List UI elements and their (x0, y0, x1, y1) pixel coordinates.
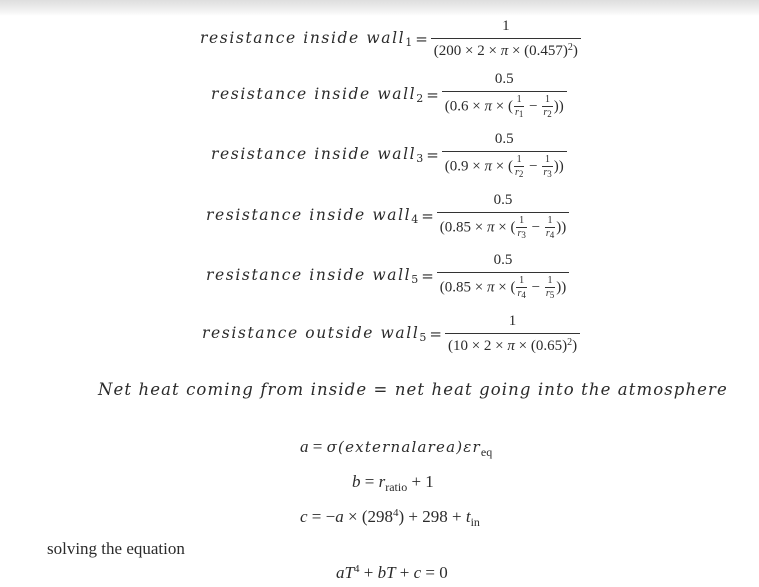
equation-resistance-inside-wall-1 (200, 18, 581, 60)
equation-lhs: resistance inside wall$_1$ (200, 29, 413, 49)
top-bar (0, 0, 759, 16)
fraction (431, 18, 581, 60)
equation-lhs: resistance inside wall$_4$ (206, 206, 419, 226)
equals-sign: = (421, 207, 434, 225)
definition-c: $c = -a \times (298^4) + 298 + t_{in}$ (300, 507, 480, 529)
numerator: 1 (502, 18, 510, 34)
equation-resistance-outside-wall-5 (202, 313, 580, 355)
numerator: 1 (508, 313, 517, 329)
numerator: 0.5 (494, 131, 514, 147)
equation-resistance-inside-wall-3 (211, 131, 567, 179)
numerator: 0.5 (493, 192, 513, 208)
equation-lhs: resistance outside wall$_5$ (202, 324, 427, 344)
heat-balance-statement: Net heat coming from inside = net heat going into the atmosphere (98, 380, 728, 399)
numerator: 0.5 (494, 71, 514, 87)
equals-sign: = (415, 30, 428, 48)
final-quartic-equation: $aT^4$ + bT + c = 0 (336, 563, 448, 582)
equals-sign: = (429, 325, 442, 343)
equation-resistance-inside-wall-2 (211, 71, 567, 119)
equation-lhs: resistance inside wall$_2$ (211, 85, 424, 105)
denominator: (0.6 × π × ( $\frac{1}{r_1}$ − $\frac{1}{r_2}$ )) (442, 91, 567, 119)
definition-a: $a = \sigma(externalarea)\varepsilon r_{eq}$ (300, 437, 493, 459)
solving-label: solving the equation (47, 539, 185, 558)
denominator: $(200 \times 2 \times \pi \times (0.457)^2)$ (431, 38, 581, 60)
equation-lhs: resistance inside wall$_3$ (211, 145, 424, 165)
fraction (442, 131, 567, 179)
denominator: $(10 \times 2 \times \pi \times (0.65)^2)$ (445, 333, 580, 355)
fraction (437, 252, 569, 300)
definition-b: $b = r_{ratio} + 1$ (352, 472, 434, 494)
equals-sign: = (421, 267, 434, 285)
equation-resistance-inside-wall-4 (206, 192, 569, 240)
numerator: 0.5 (493, 252, 513, 268)
equation-resistance-inside-wall-5 (206, 252, 569, 300)
denominator: (0.85 × π × ( $\frac{1}{r_4}$ − $\frac{1}{r_5}$ )) (437, 272, 569, 300)
equals-sign: = (426, 86, 439, 104)
fraction (442, 71, 567, 119)
fraction (445, 313, 580, 355)
equals-sign: = (426, 146, 439, 164)
denominator: (0.85 × π × ( $\frac{1}{r_3}$ − $\frac{1}{r_4}$ )) (437, 212, 569, 240)
equation-lhs: resistance inside wall$_5$ (206, 266, 419, 286)
fraction (437, 192, 569, 240)
denominator: (0.9 × π × ( $\frac{1}{r_2}$ − $\frac{1}{r_3}$ )) (442, 151, 567, 179)
